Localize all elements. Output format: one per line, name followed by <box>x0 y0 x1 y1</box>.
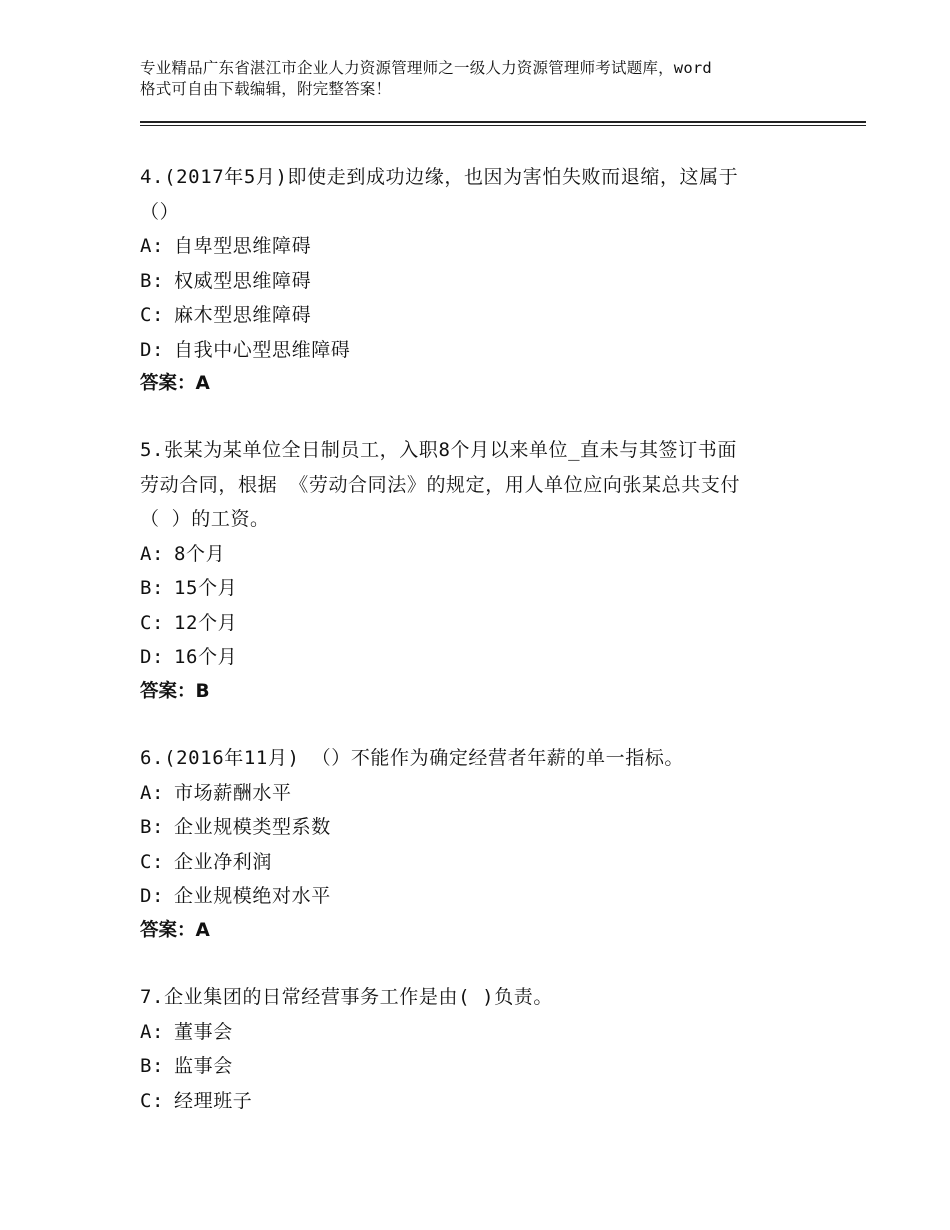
header-divider-thin <box>140 125 866 126</box>
option-b: B: 企业规模类型系数 <box>140 816 331 838</box>
option-d: D: 16个月 <box>140 646 238 668</box>
question-stem-line: （） <box>140 200 180 223</box>
question-5 <box>140 433 820 709</box>
answer-label: 答案：B <box>140 680 210 702</box>
option-b: B: 权威型思维障碍 <box>140 269 312 292</box>
option-d: D: 企业规模绝对水平 <box>140 885 331 907</box>
question-stem-line: （ ）的工资。 <box>140 508 270 530</box>
question-stem-line: 4.(2017年5月)即使走到成功边缘，也因为害怕失败而退缩，这属于 <box>140 166 739 188</box>
question-stem-line: 劳动合同，根据 《劳动合同法》的规定，用人单位应向张某总共支付 <box>140 473 741 496</box>
option-c: C: 企业净利润 <box>140 850 273 873</box>
option-c: C: 经理班子 <box>140 1089 253 1112</box>
document-header <box>140 58 840 100</box>
question-4 <box>140 160 820 402</box>
answer-label: 答案：A <box>140 373 210 394</box>
option-a: A: 自卑型思维障碍 <box>140 235 312 257</box>
option-d: D: 自我中心型思维障碍 <box>140 338 351 361</box>
question-stem-line: 6.(2016年11月) （）不能作为确定经营者年薪的单一指标。 <box>140 747 685 769</box>
header-line-2: 格式可自由下载编辑，附完整答案！ <box>140 80 392 98</box>
option-c: C: 12个月 <box>140 611 238 634</box>
option-a: A: 董事会 <box>140 1020 233 1043</box>
question-6 <box>140 741 820 948</box>
option-a: A: 市场薪酬水平 <box>140 781 292 804</box>
question-stem-line: 5.张某为某单位全日制员工，入职8个月以来单位_直未与其签订书面 <box>140 439 737 461</box>
header-line-1: 专业精品广东省湛江市企业人力资源管理师之一级人力资源管理师考试题库，word <box>140 59 712 77</box>
option-b: B: 15个月 <box>140 577 238 599</box>
question-7 <box>140 980 820 1118</box>
option-a: A: 8个月 <box>140 542 226 565</box>
answer-label: 答案：A <box>140 919 210 941</box>
header-divider-thick <box>140 121 866 123</box>
question-stem-line: 7.企业集团的日常经营事务工作是由( )负责。 <box>140 986 553 1008</box>
option-b: B: 监事会 <box>140 1055 233 1077</box>
option-c: C: 麻木型思维障碍 <box>140 304 312 326</box>
